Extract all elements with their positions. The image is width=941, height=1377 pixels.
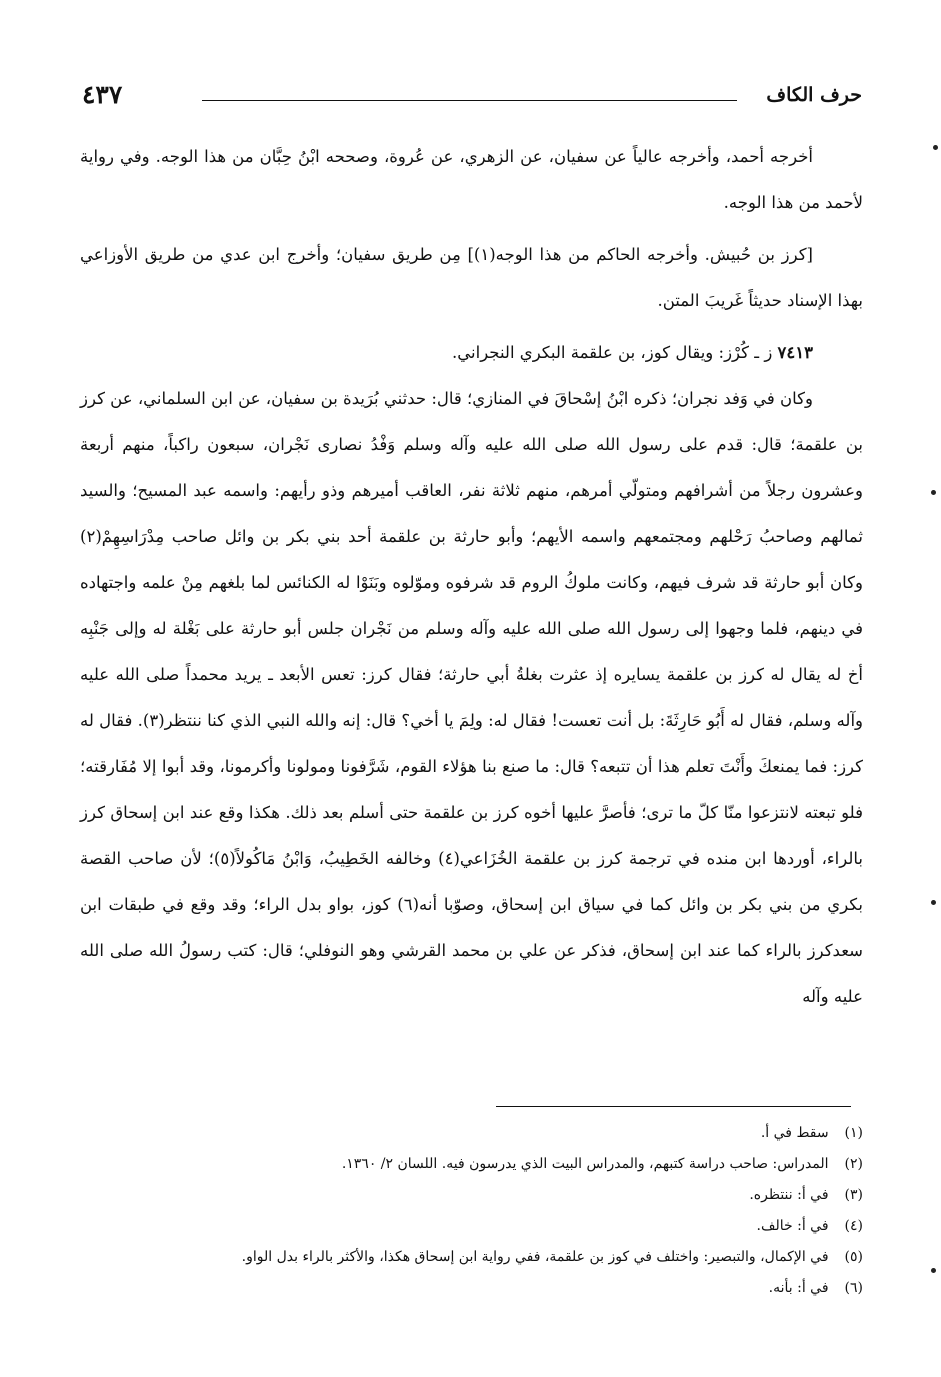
footnote-number: (٤) bbox=[844, 1218, 863, 1234]
footnote-3 bbox=[80, 1180, 863, 1211]
scan-speck bbox=[931, 490, 936, 495]
body-text bbox=[80, 134, 863, 1020]
entry-number: ٧٤١٣ bbox=[777, 343, 813, 362]
paragraph-1: أخرجه أحمد، وأخرجه عالياً عن سفيان، عن الزهري، عن عُروة، وصححه ابْنُ حِبَّان من هذا الوجه. وفي رواية لأحمد من هذا الوجه. bbox=[80, 147, 863, 212]
footnote-number: (٥) bbox=[844, 1249, 863, 1265]
running-head: حرف الكاف bbox=[766, 84, 862, 106]
footnotes bbox=[80, 1118, 863, 1304]
scan-speck bbox=[933, 145, 938, 150]
paragraph-3: وكان في وَفد نجران؛ ذكره ابْنُ إسْحاقَ في المنازي؛ قال: حدثني بُرَيدة بن سفيان، عن ابن السلماني، عن كرز بن علقمة؛ قال: قدم على رسول الله صلى الله عليه وآله وسلم وَفْدُ نصارى نَجْران، سبعون راكباً، منهم أربعة وعشرون رجلاً من أشرافهم ومتولّي أمرهم، منهم ثلاثة نفر، العاقب أميرهم وذو رأيهم: واسمه عبد المسيح؛ والسيد ثمالهم وصاحبُ رَحْلهم ومجتمعهم واسمه الأيهم؛ وأبو حارثة بن علقمة أحد بني بكر بن وائل صاحب مِدْرَاسِهِمْ(٢) وكان أبو حارثة قد شرف فيهم، وكانت ملوكُ الروم قد شرفوه وموّلوه وبَنَوْا له الكنائس لما بلغهم مِنْ علمه واجتهاده في دينهم، فلما وجهوا إلى رسول الله صلى الله عليه وآله وسلم من نَجْران جلس أبو حارثة على بَغْلة له وإلى جَنْبِه أخ له يقال له كرز بن علقمة يسايره إذ عثرت بغلةُ أبي حارثة؛ فقال كرز: تعس الأبعد ـ يريد محمداً صلى الله عليه وآله وسلم، فقال له أَبُو حَارِثَةَ: بل أنت تعست! فقال له: ولِمَ يا أخي؟ قال: إنه والله النبي الذي كنا ننتظر(٣). فقال له كرز: فما يمنعكَ وأَنْتَ تعلم هذا أن تتبعه؟ قال: ما صنع بنا هؤلاء القوم، شَرَّفونا ومولونا وأكرمونا، وقد أبوا إلا مُفَارقته؛ فلو تبعته لانتزعوا منّا كلّ ما ترى؛ فأصرَّ عليها أخوه كرز بن علقمة حتى أسلم بعد ذلك. هكذا وقع عند ابن إسحاق كرز بالراء، أوردها ابن منده في ترجمة كرز بن علقمة الخُزَاعي(٤) وخالفه الخَطِيبُ، وَابْنُ مَاكُولاً(٥)؛ لأن صاحب القصة بكري من بني بكر بن وائل كما في سياق ابن إسحاق، وصوّبا أنه(٦) كوز، بواو بدل الراء؛ وقد وقع في طبقات ابن سعدكرز بالراء كما عند ابن إسحاق، فذكر عن علي بن محمد القرشي وهو النوفلي؛ قال: كتب رسولُ الله صلى الله عليه وآله bbox=[80, 389, 864, 1006]
entry-heading bbox=[80, 330, 863, 376]
footnote-text: في أ: بأنه. bbox=[768, 1280, 829, 1296]
entry-title: ز ـ كُرْز: ويقال كوز، بن علقمة البكري النجراني. bbox=[452, 343, 773, 362]
footnote-4 bbox=[80, 1211, 863, 1242]
footnote-text: في الإكمال، والتبصير: واختلف في كوز بن علقمة، ففي رواية ابن إسحاق هكذا، والأكثر بالراء بدل الواو. bbox=[241, 1249, 829, 1265]
footnote-text: في أ: خالف. bbox=[756, 1218, 829, 1234]
header-rule bbox=[202, 100, 737, 101]
footnote-text: المدراس: صاحب دراسة كتبهم، والمدراس البيت الذي يدرسون فيه. اللسان ٢/ ١٣٦٠. bbox=[341, 1156, 829, 1172]
footnote-number: (٢) bbox=[844, 1156, 863, 1172]
footnote-text: سقط في أ. bbox=[760, 1125, 829, 1141]
page-header bbox=[82, 80, 862, 116]
scan-speck bbox=[931, 900, 936, 905]
footnote-text: في أ: ننتظره. bbox=[749, 1187, 829, 1203]
footnote-number: (٣) bbox=[844, 1187, 863, 1203]
paragraph-2: [كرز بن حُبيش. وأخرجه الحاكم من هذا الوجه(١)] مِن طريق سفيان؛ وأخرج ابن عدي من طريق الأوزاعي بهذا الإسناد حديثاً غَريبَ المتن. bbox=[80, 245, 863, 310]
footnote-number: (١) bbox=[844, 1125, 863, 1141]
footnote-1 bbox=[80, 1118, 863, 1149]
footnote-number: (٦) bbox=[844, 1280, 863, 1296]
page-number: ٤٣٧ bbox=[82, 80, 123, 109]
footnote-2 bbox=[80, 1149, 863, 1180]
footnote-rule bbox=[496, 1106, 851, 1107]
footnote-6 bbox=[80, 1273, 863, 1304]
scan-speck bbox=[931, 1268, 936, 1273]
footnote-5 bbox=[80, 1242, 863, 1273]
